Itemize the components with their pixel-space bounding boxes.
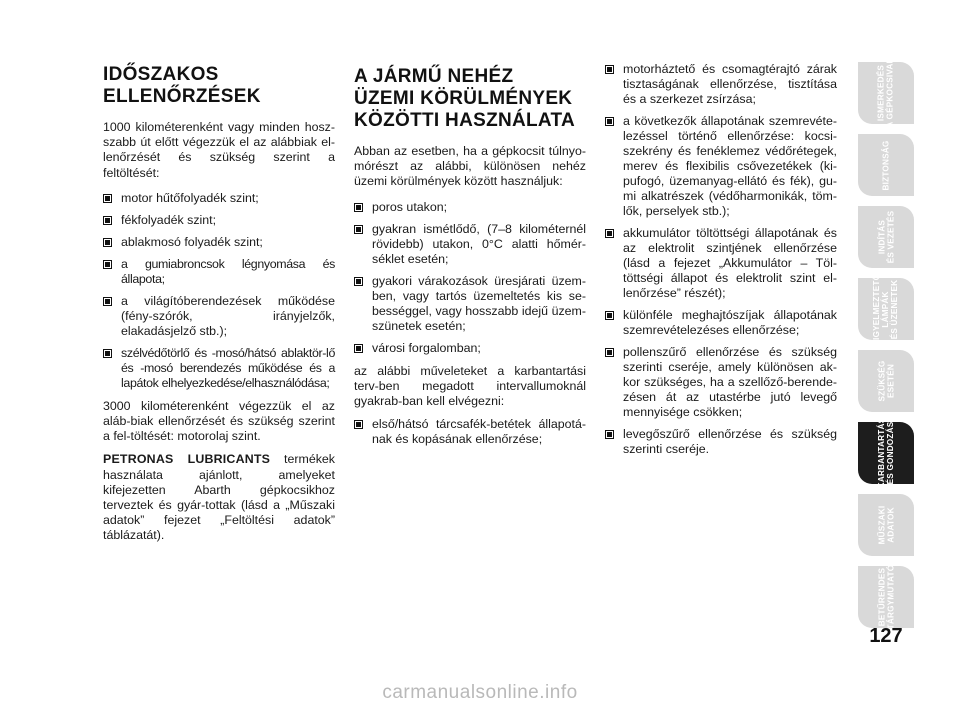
- oil-check-paragraph: 3000 kilométerenként végezzük el az aláb-biak ellenőrzését és szükség szerint a fel-töltését: motorolaj szint.: [103, 398, 335, 444]
- lubricant-paragraph: PETRONAS LUBRICANTS termékek használata ajánlott, amelyeket kifejezetten Abarth gépkocsikhoz terveztek és gyár-tottak (lásd a „Műszaki adatok” fejezet „Feltöltési adatok” táblázatát).: [103, 452, 335, 543]
- tab-getting-to-know[interactable]: ISMERKEDÉS A GÉPKOCSIVAL: [858, 62, 914, 124]
- list-item: motorháztető és csomagtérajtó zárak tisztaságának ellenőrzése, tisztítása és a szerkezet zsírzása;: [605, 62, 837, 107]
- bullet-icon: [354, 225, 363, 234]
- list-item: városi forgalomban;: [354, 341, 586, 356]
- tab-starting-driving[interactable]: INDÍTÁS ÉS VEZETÉS: [858, 206, 914, 268]
- bullet-icon: [354, 420, 363, 429]
- conditions-list: [354, 200, 586, 356]
- operations-paragraph: az alábbi műveleteket a karbantartási terv-ben megadott intervallumoknál gyakrab-ban kell elvégezni:: [354, 363, 586, 409]
- list-item: a világítóberendezések működése (fény-szórók, irányjelzők, elakadásjelző stb.);: [103, 294, 335, 339]
- bullet-icon: [354, 203, 363, 212]
- tab-maintenance[interactable]: KARBANTARTÁS ÉS GONDOZÁS: [858, 422, 914, 484]
- bullet-icon: [605, 311, 614, 320]
- bullet-icon: [605, 117, 614, 126]
- bullet-icon: [103, 238, 112, 247]
- column-heavy-conditions: [354, 62, 586, 455]
- list-item: első/hátsó tárcsafék-betétek állapotá-nak és kopásának ellenőrzése;: [354, 417, 586, 447]
- bullet-icon: [103, 216, 112, 225]
- section-title-heavy-conditions: A JÁRMŰ NEHÉZ ÜZEMI KÖRÜLMÉNYEK KÖZÖTTI HASZNÁLATA: [354, 66, 576, 131]
- column-operations-continued: [605, 62, 837, 465]
- watermark: carmanualsonline.info: [382, 682, 578, 703]
- list-item: fékfolyadék szint;: [103, 213, 335, 228]
- bullet-icon: [103, 349, 112, 358]
- bullet-icon: [605, 65, 614, 74]
- list-item: különféle meghajtószíjak állapotának szemrevételezéses ellenőrzése;: [605, 308, 837, 338]
- list-item: poros utakon;: [354, 200, 586, 215]
- page-number: 127: [869, 625, 903, 647]
- tab-index[interactable]: BETŰRENDES TÁRGYMUTATÓ: [858, 566, 914, 628]
- list-item: gyakori várakozások üresjárati üzem-ben, vagy tartós üzemeltetés kis se-bességgel, vagy hosszabb idejű üzem-szünetek esetén;: [354, 274, 586, 334]
- list-item: levegőszűrő ellenőrzése és szükség szerinti cseréje.: [605, 427, 837, 457]
- bullet-icon: [103, 194, 112, 203]
- list-item: pollenszűrő ellenőrzése és szükség szerinti cseréje, amely különösen ak-kor szükséges, ha a szellőző-berende-zésen át az utastérbe jutó levegő mennyisége csökken;: [605, 345, 837, 420]
- check-list: [103, 191, 335, 391]
- bullet-icon: [103, 297, 112, 306]
- tab-safety[interactable]: BIZTONSÁG: [858, 134, 914, 196]
- tab-technical-data[interactable]: MŰSZAKI ADATOK: [858, 494, 914, 556]
- bullet-icon: [354, 344, 363, 353]
- intro-paragraph: 1000 kilométerenként vagy minden hosz-szabb út előtt végezzük el az alábbiak el-lenőrzését és szükség szerint a feltöltését:: [103, 120, 335, 180]
- bullet-icon: [605, 229, 614, 238]
- tab-warning-lights[interactable]: FIGYELMEZTETŐ LÁMPÁK ÉS ÜZENETEK: [858, 278, 914, 340]
- column-periodic-checks: [103, 62, 335, 554]
- bullet-icon: [605, 348, 614, 357]
- intro-paragraph: Abban az esetben, ha a gépkocsit túlnyo-mórészt az alábbi, különösen nehéz üzemi körülmények között használjuk:: [354, 144, 586, 189]
- bullet-icon: [103, 260, 112, 269]
- list-item: gyakran ismétlődő, (7–8 kilométernél rövidebb) utakon, 0°C alatti hőmér-séklet esetén;: [354, 222, 586, 267]
- list-item: a gumiabroncsok légnyomása és állapota;: [103, 257, 335, 287]
- bullet-icon: [605, 430, 614, 439]
- list-item: akkumulátor töltöttségi állapotának és az elektrolit szintjének ellenőrzése (lásd a fejezet „Akkumulátor – Töl-töttségi állapot és elektrolit szint el-lenőrzése” részét);: [605, 226, 837, 301]
- chapter-tabs: [858, 58, 914, 638]
- brand-name: PETRONAS LUBRICANTS: [103, 452, 271, 467]
- tab-emergency[interactable]: SZÜKSÉG ESETÉN: [858, 350, 914, 412]
- bullet-icon: [354, 277, 363, 286]
- list-item: a következők állapotának szemrevéte-lezéssel történő ellenőrzése: kocsi-szekrény és fenéklemez védőrétegek, merev és flexibilis csővezetékek (ki-pufogó, üzemanyag-ellátó és fék), gu-mi alkatrészek (védőharmonikák, töm-lők, perselyek stb.);: [605, 114, 837, 219]
- list-item: ablakmosó folyadék szint;: [103, 235, 335, 250]
- list-item: szélvédőtörlő és -mosó/hátsó ablaktör-lő és -mosó berendezés működése és a lapátok elhelyezkedése/elhasználódása;: [103, 346, 335, 391]
- list-item: motor hűtőfolyadék szint;: [103, 191, 335, 206]
- section-title-periodic-checks: IDŐSZAKOS ELLENŐRZÉSEK: [103, 64, 261, 107]
- operations-list-continued: [605, 62, 837, 457]
- operations-list: [354, 417, 586, 447]
